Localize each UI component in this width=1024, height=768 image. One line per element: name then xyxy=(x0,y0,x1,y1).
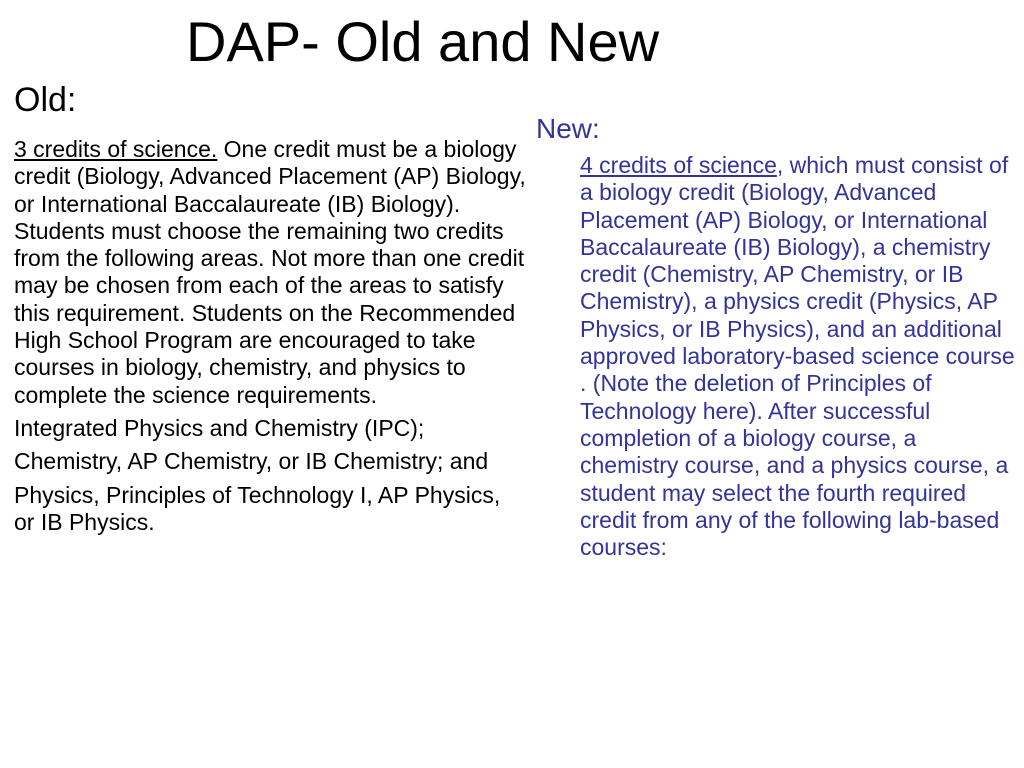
old-credits-description: One credit must be a biology credit (Biology, Advanced Placement (AP) Biology, or International Baccalaureate (IB) Biology). Students must choose the remaining two credits from the following areas. Not more than one credit may be chosen from each of the areas to satisfy this requirement. Students on the Recommended High School Program are encouraged to take courses in biology, chemistry, and physics to complete the science requirements. xyxy=(14,136,526,408)
old-credits-paragraph xyxy=(14,136,526,409)
new-heading: New: xyxy=(536,113,600,144)
old-option-ipc: Integrated Physics and Chemistry (IPC); xyxy=(14,414,425,441)
new-credits-paragraph xyxy=(580,152,1018,561)
old-option-chemistry: Chemistry, AP Chemistry, or IB Chemistry; and xyxy=(14,448,489,475)
old-option-physics: Physics, Principles of Technology I, AP Physics, or IB Physics. xyxy=(14,481,501,535)
new-credits-link[interactable]: 4 credits of science xyxy=(580,152,777,178)
new-credits-description: , which must consist of a biology credit (Biology, Advanced Placement (AP) Biology, or International Baccalaureate (IB) Biology), a chemistry credit (Chemistry, AP Chemistry, or IB Chemistry), a physics credit (Physics, AP Physics, or IB Physics), and an additional approved laboratory-based science course . (Note the deletion of Principles of Technology here). After successful completion of a biology course, a chemistry course, and a physics course, a student may select the fourth required credit from any of the following lab-based courses: xyxy=(580,152,1015,561)
old-credits-link[interactable]: 3 credits of science. xyxy=(14,136,218,162)
old-heading: Old: xyxy=(14,81,77,119)
slide-title: DAP- Old and New xyxy=(186,10,660,73)
old-requirements xyxy=(14,136,526,542)
new-requirements xyxy=(580,152,1018,561)
